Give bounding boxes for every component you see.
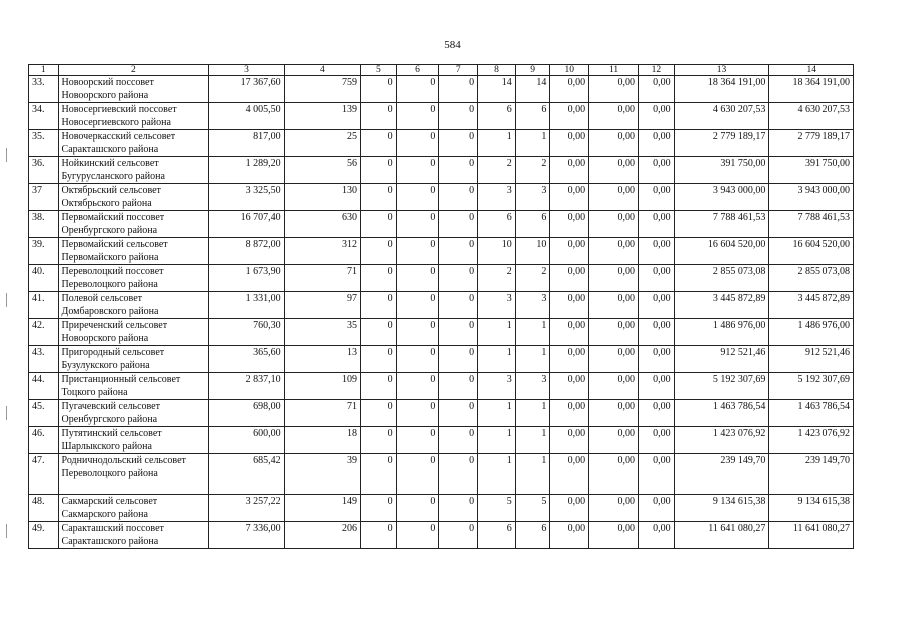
value-cell: 6	[478, 211, 516, 238]
value-cell: 1	[478, 346, 516, 373]
column-header: 5	[361, 65, 397, 76]
value-cell: 0,00	[550, 319, 589, 346]
value-cell: 0	[361, 495, 397, 522]
value-cell: 2	[515, 157, 550, 184]
value-cell: 1 673,90	[209, 265, 284, 292]
value-cell: 0,00	[639, 319, 675, 346]
value-cell: 7 336,00	[209, 522, 284, 549]
value-cell: 0	[396, 346, 439, 373]
table-row	[29, 238, 854, 265]
value-cell: 3	[478, 292, 516, 319]
table-row	[29, 346, 854, 373]
value-cell: 16 604 520,00	[769, 238, 854, 265]
value-cell: 3 445 872,89	[769, 292, 854, 319]
row-number-cell: 47.	[29, 454, 59, 495]
value-cell: 0	[361, 184, 397, 211]
value-cell: 0	[361, 427, 397, 454]
value-cell: 0	[361, 454, 397, 495]
municipality-name-cell: Саракташский поссовет Саракташского района	[58, 522, 209, 549]
column-header: 9	[515, 65, 550, 76]
value-cell: 1	[478, 130, 516, 157]
municipality-name-cell: Пристанционный сельсовет Тоцкого района	[58, 373, 209, 400]
value-cell: 0,00	[639, 238, 675, 265]
value-cell: 912 521,46	[769, 346, 854, 373]
value-cell: 97	[284, 292, 360, 319]
value-cell: 0	[439, 130, 478, 157]
value-cell: 11 641 080,27	[674, 522, 769, 549]
value-cell: 0,00	[550, 76, 589, 103]
value-cell: 0	[396, 319, 439, 346]
value-cell: 1	[515, 427, 550, 454]
row-number-cell: 42.	[29, 319, 59, 346]
value-cell: 0	[396, 427, 439, 454]
value-cell: 17 367,60	[209, 76, 284, 103]
value-cell: 759	[284, 76, 360, 103]
value-cell: 10	[515, 238, 550, 265]
value-cell: 0	[396, 522, 439, 549]
value-cell: 0,00	[639, 427, 675, 454]
value-cell: 817,00	[209, 130, 284, 157]
value-cell: 0	[361, 346, 397, 373]
value-cell: 0,00	[589, 76, 639, 103]
value-cell: 14	[478, 76, 516, 103]
value-cell: 0,00	[639, 346, 675, 373]
value-cell: 0	[396, 400, 439, 427]
row-number-cell: 49.	[29, 522, 59, 549]
value-cell: 630	[284, 211, 360, 238]
value-cell: 16 707,40	[209, 211, 284, 238]
value-cell: 0	[396, 76, 439, 103]
value-cell: 0,00	[639, 292, 675, 319]
value-cell: 0	[439, 211, 478, 238]
table-row	[29, 373, 854, 400]
municipality-name-cell: Путятинский сельсовет Шарлыкского района	[58, 427, 209, 454]
value-cell: 5	[515, 495, 550, 522]
value-cell: 0	[396, 157, 439, 184]
value-cell: 0	[439, 157, 478, 184]
value-cell: 5 192 307,69	[674, 373, 769, 400]
column-header: 14	[769, 65, 854, 76]
value-cell: 312	[284, 238, 360, 265]
value-cell: 0,00	[589, 265, 639, 292]
header-row	[29, 65, 854, 76]
value-cell: 39	[284, 454, 360, 495]
value-cell: 3 325,50	[209, 184, 284, 211]
margin-mark	[6, 406, 7, 420]
value-cell: 1 486 976,00	[674, 319, 769, 346]
value-cell: 2 779 189,17	[769, 130, 854, 157]
value-cell: 0	[439, 400, 478, 427]
municipality-name-cell: Первомайский сельсовет Первомайского района	[58, 238, 209, 265]
value-cell: 14	[515, 76, 550, 103]
value-cell: 0	[361, 400, 397, 427]
value-cell: 0,00	[589, 157, 639, 184]
row-number-cell: 46.	[29, 427, 59, 454]
row-number-cell: 35.	[29, 130, 59, 157]
value-cell: 365,60	[209, 346, 284, 373]
column-header: 1	[29, 65, 59, 76]
value-cell: 0,00	[589, 427, 639, 454]
row-number-cell: 36.	[29, 157, 59, 184]
value-cell: 0	[396, 184, 439, 211]
value-cell: 912 521,46	[674, 346, 769, 373]
value-cell: 0,00	[639, 211, 675, 238]
value-cell: 3 257,22	[209, 495, 284, 522]
value-cell: 0,00	[639, 103, 675, 130]
value-cell: 71	[284, 400, 360, 427]
municipality-name-cell: Новосергиевский поссовет Новосергиевского района	[58, 103, 209, 130]
municipality-name-cell: Переволоцкий поссовет Переволоцкого района	[58, 265, 209, 292]
table-row	[29, 427, 854, 454]
value-cell: 0,00	[550, 103, 589, 130]
value-cell: 0,00	[639, 373, 675, 400]
value-cell: 0	[361, 319, 397, 346]
value-cell: 4 005,50	[209, 103, 284, 130]
value-cell: 0,00	[589, 454, 639, 495]
municipality-name-cell: Новоорский поссовет Новоорского района	[58, 76, 209, 103]
value-cell: 0,00	[589, 184, 639, 211]
value-cell: 0	[361, 103, 397, 130]
value-cell: 0	[361, 211, 397, 238]
value-cell: 1	[515, 130, 550, 157]
value-cell: 0,00	[550, 454, 589, 495]
value-cell: 0	[396, 495, 439, 522]
municipality-name-cell: Новочеркасский сельсовет Саракташского района	[58, 130, 209, 157]
value-cell: 0	[361, 130, 397, 157]
value-cell: 6	[515, 211, 550, 238]
table-row	[29, 400, 854, 427]
column-header: 2	[58, 65, 209, 76]
municipality-name-cell: Октябрьский сельсовет Октябрьского района	[58, 184, 209, 211]
value-cell: 1 486 976,00	[769, 319, 854, 346]
value-cell: 6	[478, 103, 516, 130]
value-cell: 2 855 073,08	[769, 265, 854, 292]
value-cell: 1	[478, 319, 516, 346]
table-row	[29, 103, 854, 130]
value-cell: 0	[439, 76, 478, 103]
value-cell: 0,00	[550, 157, 589, 184]
value-cell: 2 837,10	[209, 373, 284, 400]
column-header: 13	[674, 65, 769, 76]
municipality-name-cell: Сакмарский сельсовет Сакмарского района	[58, 495, 209, 522]
value-cell: 0	[439, 184, 478, 211]
value-cell: 0,00	[550, 292, 589, 319]
value-cell: 760,30	[209, 319, 284, 346]
row-number-cell: 39.	[29, 238, 59, 265]
value-cell: 0	[439, 373, 478, 400]
value-cell: 16 604 520,00	[674, 238, 769, 265]
value-cell: 391 750,00	[769, 157, 854, 184]
table-row	[29, 76, 854, 103]
value-cell: 206	[284, 522, 360, 549]
value-cell: 0,00	[589, 292, 639, 319]
value-cell: 600,00	[209, 427, 284, 454]
value-cell: 0	[439, 292, 478, 319]
value-cell: 1	[478, 400, 516, 427]
value-cell: 9 134 615,38	[769, 495, 854, 522]
value-cell: 3	[478, 373, 516, 400]
value-cell: 0	[396, 265, 439, 292]
value-cell: 5	[478, 495, 516, 522]
row-number-cell: 33.	[29, 76, 59, 103]
value-cell: 6	[515, 522, 550, 549]
value-cell: 13	[284, 346, 360, 373]
page-number: 584	[444, 39, 461, 51]
table-row	[29, 211, 854, 238]
value-cell: 0,00	[550, 495, 589, 522]
data-table	[28, 64, 854, 549]
value-cell: 0	[361, 373, 397, 400]
column-header: 4	[284, 65, 360, 76]
value-cell: 1	[515, 454, 550, 495]
value-cell: 0	[361, 76, 397, 103]
municipality-name-cell: Нойкинский сельсовет Бугурусланского района	[58, 157, 209, 184]
value-cell: 109	[284, 373, 360, 400]
municipality-name-cell: Первомайский поссовет Оренбургского района	[58, 211, 209, 238]
column-header: 7	[439, 65, 478, 76]
value-cell: 3	[515, 184, 550, 211]
value-cell: 1 463 786,54	[674, 400, 769, 427]
value-cell: 0	[439, 103, 478, 130]
row-number-cell: 44.	[29, 373, 59, 400]
value-cell: 149	[284, 495, 360, 522]
value-cell: 0,00	[589, 400, 639, 427]
value-cell: 7 788 461,53	[674, 211, 769, 238]
row-number-cell: 34.	[29, 103, 59, 130]
column-header: 12	[639, 65, 675, 76]
value-cell: 0	[396, 454, 439, 495]
value-cell: 0,00	[639, 454, 675, 495]
row-number-cell: 37	[29, 184, 59, 211]
value-cell: 0	[396, 130, 439, 157]
value-cell: 0	[396, 373, 439, 400]
table-row	[29, 495, 854, 522]
value-cell: 0,00	[550, 265, 589, 292]
value-cell: 0,00	[639, 522, 675, 549]
municipality-name-cell: Пригородный сельсовет Бузулукского района	[58, 346, 209, 373]
value-cell: 1	[478, 427, 516, 454]
row-number-cell: 43.	[29, 346, 59, 373]
value-cell: 9 134 615,38	[674, 495, 769, 522]
value-cell: 71	[284, 265, 360, 292]
value-cell: 0,00	[550, 211, 589, 238]
table-row	[29, 157, 854, 184]
value-cell: 0,00	[550, 184, 589, 211]
value-cell: 0	[361, 265, 397, 292]
table-row	[29, 319, 854, 346]
value-cell: 0,00	[589, 211, 639, 238]
table-row	[29, 130, 854, 157]
municipality-name-cell: Родничнодольский сельсовет Переволоцкого района	[58, 454, 209, 495]
value-cell: 8 872,00	[209, 238, 284, 265]
value-cell: 4 630 207,53	[674, 103, 769, 130]
value-cell: 0	[439, 265, 478, 292]
value-cell: 0,00	[550, 427, 589, 454]
value-cell: 698,00	[209, 400, 284, 427]
value-cell: 3	[515, 373, 550, 400]
value-cell: 3 943 000,00	[674, 184, 769, 211]
value-cell: 0,00	[589, 495, 639, 522]
municipality-name-cell: Полевой сельсовет Домбаровского района	[58, 292, 209, 319]
value-cell: 1 423 076,92	[674, 427, 769, 454]
value-cell: 239 149,70	[674, 454, 769, 495]
value-cell: 0	[439, 454, 478, 495]
value-cell: 0,00	[589, 103, 639, 130]
margin-mark	[6, 524, 7, 538]
value-cell: 0,00	[550, 522, 589, 549]
value-cell: 5 192 307,69	[769, 373, 854, 400]
value-cell: 0	[439, 238, 478, 265]
value-cell: 18 364 191,00	[674, 76, 769, 103]
value-cell: 6	[478, 522, 516, 549]
value-cell: 685,42	[209, 454, 284, 495]
value-cell: 239 149,70	[769, 454, 854, 495]
value-cell: 11 641 080,27	[769, 522, 854, 549]
value-cell: 0	[439, 495, 478, 522]
value-cell: 1	[478, 454, 516, 495]
value-cell: 3	[515, 292, 550, 319]
municipality-name-cell: Пугачевский сельсовет Оренбургского района	[58, 400, 209, 427]
value-cell: 1 289,20	[209, 157, 284, 184]
value-cell: 0	[396, 292, 439, 319]
value-cell: 3	[478, 184, 516, 211]
value-cell: 3 445 872,89	[674, 292, 769, 319]
value-cell: 0	[361, 522, 397, 549]
value-cell: 1 331,00	[209, 292, 284, 319]
column-header: 6	[396, 65, 439, 76]
table-row	[29, 292, 854, 319]
value-cell: 2 779 189,17	[674, 130, 769, 157]
value-cell: 0,00	[639, 76, 675, 103]
value-cell: 0,00	[589, 238, 639, 265]
value-cell: 0,00	[550, 373, 589, 400]
value-cell: 0,00	[550, 400, 589, 427]
value-cell: 0	[439, 522, 478, 549]
value-cell: 0,00	[589, 130, 639, 157]
value-cell: 35	[284, 319, 360, 346]
value-cell: 0	[361, 292, 397, 319]
value-cell: 0,00	[550, 238, 589, 265]
value-cell: 0	[396, 238, 439, 265]
value-cell: 0,00	[639, 400, 675, 427]
row-number-cell: 48.	[29, 495, 59, 522]
value-cell: 3 943 000,00	[769, 184, 854, 211]
municipality-name-cell: Приреченский сельсовет Новоорского района	[58, 319, 209, 346]
column-header: 3	[209, 65, 284, 76]
value-cell: 1	[515, 400, 550, 427]
value-cell: 4 630 207,53	[769, 103, 854, 130]
value-cell: 1 423 076,92	[769, 427, 854, 454]
value-cell: 1	[515, 346, 550, 373]
column-header: 11	[589, 65, 639, 76]
value-cell: 0	[439, 427, 478, 454]
table-row	[29, 454, 854, 495]
value-cell: 25	[284, 130, 360, 157]
value-cell: 0,00	[639, 265, 675, 292]
value-cell: 0,00	[589, 373, 639, 400]
value-cell: 0	[439, 319, 478, 346]
value-cell: 130	[284, 184, 360, 211]
row-number-cell: 40.	[29, 265, 59, 292]
value-cell: 0,00	[639, 495, 675, 522]
table-row	[29, 265, 854, 292]
value-cell: 10	[478, 238, 516, 265]
value-cell: 391 750,00	[674, 157, 769, 184]
value-cell: 1	[515, 319, 550, 346]
table-row	[29, 522, 854, 549]
value-cell: 2	[478, 157, 516, 184]
column-header: 10	[550, 65, 589, 76]
value-cell: 0,00	[589, 522, 639, 549]
row-number-cell: 41.	[29, 292, 59, 319]
value-cell: 0,00	[550, 346, 589, 373]
value-cell: 2 855 073,08	[674, 265, 769, 292]
value-cell: 0,00	[589, 346, 639, 373]
column-header: 8	[478, 65, 516, 76]
value-cell: 6	[515, 103, 550, 130]
margin-mark	[6, 148, 7, 162]
value-cell: 56	[284, 157, 360, 184]
value-cell: 7 788 461,53	[769, 211, 854, 238]
table-row	[29, 184, 854, 211]
value-cell: 139	[284, 103, 360, 130]
value-cell: 2	[515, 265, 550, 292]
value-cell: 0,00	[589, 319, 639, 346]
value-cell: 0	[396, 103, 439, 130]
value-cell: 0	[361, 238, 397, 265]
value-cell: 2	[478, 265, 516, 292]
value-cell: 0	[361, 157, 397, 184]
value-cell: 0	[396, 211, 439, 238]
value-cell: 0,00	[639, 157, 675, 184]
value-cell: 18	[284, 427, 360, 454]
value-cell: 18 364 191,00	[769, 76, 854, 103]
value-cell: 0	[439, 346, 478, 373]
value-cell: 0,00	[639, 184, 675, 211]
row-number-cell: 45.	[29, 400, 59, 427]
value-cell: 0,00	[639, 130, 675, 157]
value-cell: 1 463 786,54	[769, 400, 854, 427]
value-cell: 0,00	[550, 130, 589, 157]
row-number-cell: 38.	[29, 211, 59, 238]
margin-mark	[6, 293, 7, 307]
